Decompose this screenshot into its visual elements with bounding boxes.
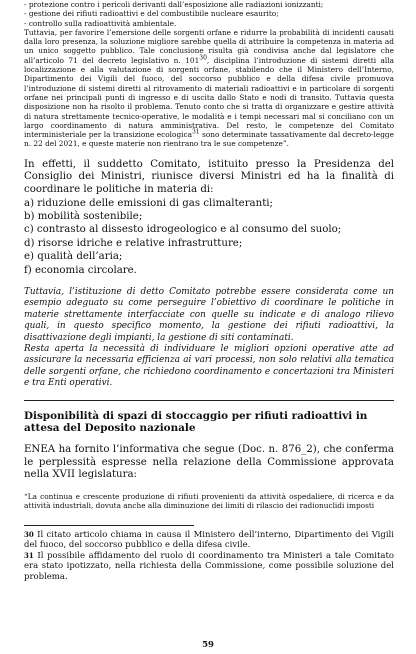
list-item: a) riduzione delle emissioni di gas climalteranti; <box>24 197 273 209</box>
footnote-ref-31[interactable]: 31 <box>191 128 200 136</box>
bullet-item: - controllo sulla radioattività ambientale. <box>24 18 177 28</box>
footnote-number: 31 <box>24 550 34 560</box>
footnote-ref-30[interactable]: 30 <box>199 54 207 62</box>
bullet-item: - protezione contro i pericoli derivanti dall’esposizione alle radiazioni ionizzanti; <box>24 0 324 9</box>
document-page <box>24 0 394 583</box>
quoted-text-block <box>24 0 394 149</box>
footnote-divider <box>24 525 194 526</box>
list-item: b) mobilità sostenibile; <box>24 210 143 222</box>
quoted-paragraph-part3: sono determinate tassativamente dal decreto-legge n. 22 del 2021, e queste materie non rientrano tra le sue competenze”. <box>24 130 394 149</box>
page-number: 59 <box>202 640 214 650</box>
policy-list <box>24 197 394 277</box>
list-item: c) contrasto al dissesto idrogeologico e al consumo del suolo; <box>24 224 342 236</box>
footnote-30 <box>24 530 394 551</box>
enea-quote: “La continua e crescente produzione di rifiuti provenienti da attività ospedaliere, di ricerca e da attività industriali, dovuta anche alla diminuzione dei limiti di rilascio dei radionuclidi imposti <box>24 492 394 511</box>
body-paragraph: In effetti, il suddetto Comitato, istituito presso la Presidenza del Consiglio dei Ministri, riunisce diversi Ministri ed ha la finalità di coordinare le politiche in materia di: <box>24 158 394 195</box>
list-item: f) economia circolare. <box>24 264 137 276</box>
footnotes <box>24 530 394 583</box>
section-divider <box>24 400 394 401</box>
quoted-paragraph-part1: Tuttavia, per favorire l’emersione delle sorgenti orfane e ridurre la probabilità di incidenti causati dalla loro presenza, la soluzione migliore sarebbe quella di attribuire la competenza in materia ad un unico soggetto pubblico. Tale conclusione risulta già condivisa anche dal legislatore che all’articolo 71 del decreto legislativo n. 101 <box>24 27 394 65</box>
quoted-paragraph-part2: , disciplina l’introduzione di sistemi diretti alla localizzazione e alla valutazione di sorgenti orfane, stabilendo che il Ministero dell’Interno, Dipartimento dei Vigili del fuoco, del soccorso pubblico e della difesa civile promuova l’introduzione di sistemi diretti al ritrovamento di materiali radioattivi e in particolare di sorgenti orfane nei principali punti di ingresso e di uscita dallo Stato e nodi di transito. Tuttavia questa disposizione non ha risolto il problema. Tenuto conto che si tratta di organizzare e gestire attività di natura strettamente tecnico-operative, le modalità e i tempi necessari mal si conciliano con un largo coordinamento di natura amministrativa. Del resto, le competenze del Comitato interministeriale per la transizione ecologica <box>24 55 395 140</box>
italic-paragraph-2: Resta aperta la necessità di individuare le migliori opzioni operative atte ad assicurare la necessaria efficienza ai vari processi, non solo relativi alla tematica delle sorgenti orfane, che richiedono coordinamento e concertazioni tra Ministeri e tra Enti operativi. <box>24 344 394 389</box>
bullet-item: - gestione dei rifiuti radioattivi e del combustibile nucleare esaurito; <box>24 9 279 19</box>
quoted-paragraph <box>24 28 394 149</box>
footnote-text: Il citato articolo chiama in causa il Ministero dell’interno, Dipartimento dei Vigili del fuoco, del soccorso pubblico e della difesa civile. <box>24 529 394 551</box>
footnote-text: Il possibile affidamento del ruolo di coordinamento tra Ministeri a tale Comitato era stato ipotizzato, nella richiesta della Commissione, come possibile soluzione del problema. <box>24 550 394 582</box>
section-heading: Disponibilità di spazi di stoccaggio per rifiuti radioattivi in attesa del Deposito nazionale <box>24 409 368 435</box>
list-item: d) risorse idriche e relative infrastrutture; <box>24 237 243 249</box>
section-paragraph: ENEA ha fornito l’informativa che segue (Doc. n. 876_2), che conferma le perplessità espresse nella relazione della Commissione approvata nella XVII legislatura: <box>24 444 394 481</box>
footnote-31 <box>24 551 394 583</box>
footnote-number: 30 <box>24 529 34 539</box>
italic-paragraph-1: Tuttavia, l’istituzione di detto Comitato potrebbe essere considerata come un esempio adeguato su come perseguire l’obiettivo di coordinare le politiche in materie strettamente interfacciate con quelle su indicate e di analogo rilievo quali, in questo specifico momento, la gestione dei rifiuti radioattivi, la disattivazione degli impianti, la gestione di siti contaminati. <box>24 286 394 343</box>
italic-commentary <box>24 287 394 390</box>
list-item: e) qualità dell’aria; <box>24 251 123 263</box>
